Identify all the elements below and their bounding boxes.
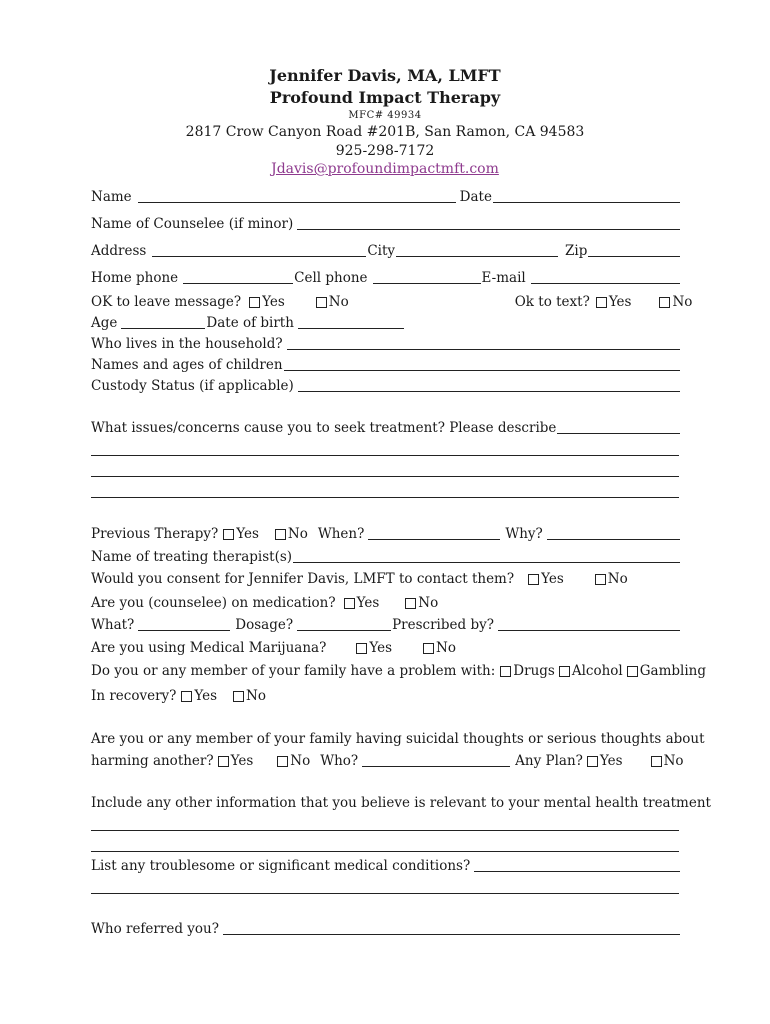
counselee-field[interactable]: [297, 214, 680, 230]
age-field[interactable]: [121, 313, 205, 329]
other-info-line-1[interactable]: [91, 830, 679, 831]
dosage-label: Dosage?: [235, 617, 294, 633]
plan-no-checkbox[interactable]: [651, 756, 662, 767]
what-field[interactable]: [138, 615, 230, 631]
referred-label: Who referred you?: [91, 921, 219, 937]
household-label: Who lives in the household?: [91, 336, 283, 352]
who-label: Who?: [320, 753, 359, 769]
suicidal-row-1: [91, 728, 705, 748]
name-date-row: [91, 186, 681, 206]
medication-label: Are you (counselee) on medication?: [91, 595, 336, 611]
counselee-row: [91, 213, 681, 233]
medication-details-row: [91, 614, 681, 634]
custody-field[interactable]: [298, 376, 680, 392]
address-row: [91, 240, 681, 260]
zip-field[interactable]: [588, 241, 680, 257]
why-label: Why?: [505, 526, 543, 542]
plan-yes-checkbox[interactable]: [587, 756, 598, 767]
cell-phone-label: Cell phone: [294, 270, 368, 286]
prescribed-field[interactable]: [498, 615, 680, 631]
custody-label: Custody Status (if applicable): [91, 378, 294, 394]
email-link[interactable]: Jdavis@profoundimpactmft.com: [271, 161, 499, 177]
text-yes-label: Yes: [608, 294, 632, 310]
therapist-field[interactable]: [293, 547, 680, 563]
medical-row: [91, 855, 681, 875]
harm-no-checkbox[interactable]: [277, 756, 288, 767]
medication-no-label: No: [418, 595, 439, 611]
custody-row: [91, 375, 681, 395]
issues-line-1[interactable]: [91, 455, 679, 456]
recovery-no-label: No: [246, 688, 266, 704]
alcohol-label: Alcohol: [571, 663, 623, 679]
contact-consent-row: [91, 291, 693, 311]
address-label: Address: [91, 243, 147, 259]
issues-line-3[interactable]: [91, 497, 679, 498]
email-field[interactable]: [531, 268, 680, 284]
text-yes-checkbox[interactable]: [596, 297, 607, 308]
referred-field[interactable]: [223, 919, 680, 935]
what-label: What?: [91, 617, 135, 633]
consent-row: [91, 568, 681, 588]
consent-yes-label: Yes: [541, 571, 564, 587]
recovery-row: [91, 685, 681, 705]
plan-label: Any Plan?: [515, 753, 583, 769]
recovery-label: In recovery?: [91, 688, 177, 704]
household-field[interactable]: [287, 334, 680, 350]
suicidal-row-2: [91, 750, 684, 770]
other-info-row: [91, 792, 711, 812]
therapist-label: Name of treating therapist(s): [91, 549, 293, 565]
message-no-label: No: [328, 294, 349, 310]
when-label: When?: [317, 526, 365, 542]
medical-label: List any troublesome or significant medical conditions?: [91, 858, 471, 874]
other-info-line-2[interactable]: [91, 851, 679, 852]
medication-row: [91, 592, 681, 612]
cell-phone-field[interactable]: [373, 268, 481, 284]
medication-no-checkbox[interactable]: [405, 598, 416, 609]
issues-field[interactable]: [557, 418, 680, 434]
ok-message-label: OK to leave message?: [91, 294, 242, 310]
recovery-yes-label: Yes: [194, 688, 218, 704]
therapy-no-label: No: [287, 526, 308, 542]
license-number: MFC# 49934: [348, 110, 422, 121]
office-address: 2817 Crow Canyon Road #201B, San Ramon, CA 94583: [185, 124, 585, 140]
zip-label: Zip: [565, 243, 588, 259]
phone-row: [91, 267, 681, 287]
marijuana-row: [91, 637, 681, 657]
suicidal-label-1: Are you or any member of your family having suicidal thoughts or serious thoughts about: [91, 731, 705, 747]
recovery-no-checkbox[interactable]: [233, 691, 244, 702]
recovery-yes-checkbox[interactable]: [181, 691, 192, 702]
address-field[interactable]: [152, 241, 366, 257]
city-field[interactable]: [396, 241, 558, 257]
message-no-checkbox[interactable]: [316, 297, 327, 308]
marijuana-no-label: No: [436, 640, 456, 656]
text-no-label: No: [672, 294, 693, 310]
medication-yes-checkbox[interactable]: [344, 598, 355, 609]
drugs-label: Drugs: [513, 663, 555, 679]
date-label: Date: [459, 189, 492, 205]
marijuana-no-checkbox[interactable]: [423, 643, 434, 654]
therapy-yes-label: Yes: [236, 526, 259, 542]
prescribed-label: Prescribed by?: [392, 617, 494, 633]
children-field[interactable]: [284, 355, 680, 371]
message-yes-checkbox[interactable]: [249, 297, 260, 308]
substance-row: [91, 660, 706, 680]
age-label: Age: [91, 315, 118, 331]
plan-no-label: No: [663, 753, 684, 769]
when-field[interactable]: [368, 524, 500, 540]
therapist-row: [91, 546, 681, 566]
therapist-name: Jennifer Davis, MA, LMFT: [269, 66, 501, 85]
practice-name: Profound Impact Therapy: [269, 88, 501, 107]
previous-therapy-row: [91, 523, 681, 543]
name-field[interactable]: [138, 187, 456, 203]
consent-label: Would you consent for Jennifer Davis, LMFT to contact them?: [91, 571, 515, 587]
harm-yes-label: Yes: [230, 753, 254, 769]
age-row: [91, 312, 681, 332]
dob-label: Date of birth: [206, 315, 294, 331]
plan-yes-label: Yes: [599, 753, 623, 769]
medical-line-2[interactable]: [91, 893, 679, 894]
children-row: [91, 354, 681, 374]
counselee-label: Name of Counselee (if minor): [91, 216, 294, 232]
date-field[interactable]: [493, 187, 680, 203]
issues-line-2[interactable]: [91, 476, 679, 477]
consent-yes-checkbox[interactable]: [528, 574, 539, 585]
problem-label: Do you or any member of your family have a problem with:: [91, 663, 496, 679]
household-row: [91, 333, 681, 353]
harm-yes-checkbox[interactable]: [218, 756, 229, 767]
city-label: City: [367, 243, 396, 259]
medical-field[interactable]: [474, 856, 680, 872]
message-yes-label: Yes: [262, 294, 285, 310]
text-no-checkbox[interactable]: [659, 297, 670, 308]
alcohol-checkbox[interactable]: [559, 666, 570, 677]
issues-label: What issues/concerns cause you to seek treatment? Please describe: [91, 420, 557, 436]
ok-text-label: Ok to text?: [514, 294, 590, 310]
gambling-checkbox[interactable]: [627, 666, 638, 677]
dob-field[interactable]: [298, 313, 404, 329]
office-phone: 925-298-7172: [335, 143, 435, 159]
gambling-label: Gambling: [639, 663, 706, 679]
suicidal-label-2: harming another?: [91, 753, 214, 769]
consent-no-checkbox[interactable]: [595, 574, 606, 585]
marijuana-yes-label: Yes: [369, 640, 392, 656]
name-label: Name: [91, 189, 132, 205]
harm-no-label: No: [290, 753, 311, 769]
drugs-checkbox[interactable]: [500, 666, 511, 677]
therapy-no-checkbox[interactable]: [275, 529, 286, 540]
referred-row: [91, 918, 681, 938]
dosage-field[interactable]: [297, 615, 391, 631]
consent-no-label: No: [607, 571, 628, 587]
children-label: Names and ages of children: [91, 357, 283, 373]
home-phone-label: Home phone: [91, 270, 179, 286]
other-info-label: Include any other information that you believe is relevant to your mental health treatment: [91, 795, 711, 811]
therapy-yes-checkbox[interactable]: [223, 529, 234, 540]
email-label: E-mail: [481, 270, 526, 286]
medication-yes-label: Yes: [356, 595, 380, 611]
why-field[interactable]: [547, 524, 680, 540]
issues-row: [91, 417, 681, 437]
marijuana-yes-checkbox[interactable]: [356, 643, 367, 654]
home-phone-field[interactable]: [183, 268, 293, 284]
who-field[interactable]: [362, 751, 510, 767]
prev-therapy-label: Previous Therapy?: [91, 526, 219, 542]
marijuana-label: Are you using Medical Marijuana?: [91, 640, 327, 656]
